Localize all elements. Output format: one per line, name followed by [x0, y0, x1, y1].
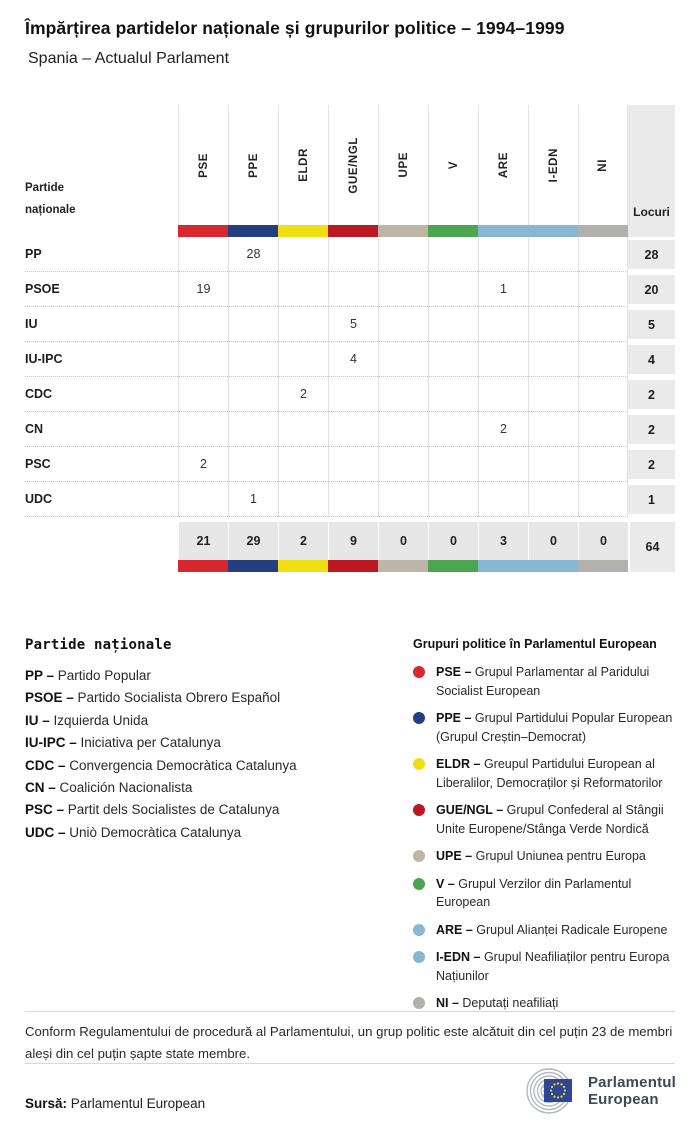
seat-cell — [378, 482, 428, 517]
seat-cell — [278, 307, 328, 342]
column-header-GUE/NGL — [328, 105, 378, 225]
group-color-bar — [228, 560, 278, 572]
seat-cell — [328, 272, 378, 307]
group-color-dot — [413, 878, 425, 890]
group-color-dot — [413, 666, 425, 678]
column-total-cell: 21 — [178, 522, 228, 560]
seat-cell — [528, 307, 578, 342]
seat-cell — [228, 447, 278, 482]
column-header-UPE — [378, 105, 428, 225]
group-legend-text: I-EDN – Grupul Neafiliaților pentru Europa Națiunilor — [436, 950, 670, 983]
column-header-NI — [578, 105, 628, 225]
seat-cell — [328, 447, 378, 482]
group-legend-item — [413, 755, 679, 792]
legend-groups-heading: Grupuri politice în Parlamentul European — [413, 637, 657, 651]
group-color-bar — [528, 225, 578, 237]
group-color-bar — [378, 225, 428, 237]
row-total-cell: 2 — [628, 450, 675, 479]
seat-cell — [228, 342, 278, 377]
row-header-label: Partide naționale — [25, 182, 76, 216]
party-label: IU-IPC — [25, 342, 178, 377]
group-legend-item — [413, 801, 679, 838]
seat-cell — [278, 237, 328, 272]
group-legend-item — [413, 663, 679, 700]
row-total-cell: 28 — [628, 240, 675, 269]
party-legend-item: UDC – Uniò Democràtica Catalunya — [25, 824, 242, 840]
seats-column-header: Locuri — [628, 105, 675, 237]
legend-parties-heading: Partide naționale — [25, 637, 172, 653]
seat-cell — [178, 307, 228, 342]
hemicycle-icon — [515, 1064, 579, 1118]
column-header-ELDR — [278, 105, 328, 225]
group-color-dot — [413, 924, 425, 936]
seat-cell — [478, 307, 528, 342]
seats-table — [25, 105, 675, 572]
legend-national-parties — [25, 637, 385, 844]
seat-cell — [578, 482, 628, 517]
seat-cell — [378, 307, 428, 342]
group-color-bar — [328, 560, 378, 572]
seat-cell — [378, 447, 428, 482]
source-label: Sursă: — [25, 1096, 68, 1111]
column-header-V — [428, 105, 478, 225]
column-header-label: GUE/NGL — [347, 136, 360, 194]
seat-cell — [378, 272, 428, 307]
table-totals-row — [25, 522, 675, 572]
seat-cell — [528, 377, 578, 412]
seat-cell — [178, 377, 228, 412]
seat-cell: 4 — [328, 342, 378, 377]
column-header-ARE — [478, 105, 528, 225]
seat-cell — [278, 272, 328, 307]
legend-parties-list — [25, 665, 385, 844]
party-label: UDC — [25, 482, 178, 517]
seat-cell — [578, 272, 628, 307]
row-total-cell: 2 — [628, 380, 675, 409]
group-color-bar — [528, 560, 578, 572]
group-color-bar — [578, 560, 628, 572]
party-legend-item: PSC – Partit dels Socialistes de Catalunya — [25, 802, 280, 818]
seat-cell — [178, 482, 228, 517]
group-color-dot — [413, 997, 425, 1009]
seat-cell — [478, 237, 528, 272]
group-legend-text: GUE/NGL – Grupul Confederal al Stângii Unite Europene/Stânga Verde Nordică — [436, 803, 664, 836]
divider-top — [25, 1011, 675, 1012]
column-total-cell: 0 — [578, 522, 628, 560]
source-line — [25, 1096, 205, 1111]
group-legend-text: NI – Deputați neafiliați — [436, 996, 559, 1010]
table-row — [25, 447, 675, 482]
row-total-cell: 2 — [628, 415, 675, 444]
group-color-bar — [328, 225, 378, 237]
table-header-row — [25, 105, 675, 237]
seat-cell — [428, 482, 478, 517]
seat-cell — [478, 482, 528, 517]
party-legend-item: IU – Izquierda Unida — [25, 712, 149, 728]
group-color-bar — [278, 225, 328, 237]
seat-cell — [428, 272, 478, 307]
column-header-label: NI — [597, 158, 609, 172]
column-header-PSE — [178, 105, 228, 225]
group-color-bar — [178, 560, 228, 572]
group-color-bar — [428, 560, 478, 572]
seat-cell — [528, 447, 578, 482]
seat-cell: 2 — [478, 412, 528, 447]
group-legend-text: PSE – Grupul Parlamentar al Paridului Socialist European — [436, 665, 650, 698]
seat-cell — [228, 412, 278, 447]
seat-cell — [578, 237, 628, 272]
party-legend-item: CDC – Convergencia Democràtica Catalunya — [25, 757, 297, 773]
group-color-dot — [413, 758, 425, 770]
group-color-dot — [413, 951, 425, 963]
table-row — [25, 237, 675, 272]
group-color-bar — [378, 560, 428, 572]
table-row — [25, 482, 675, 517]
table-body — [25, 237, 675, 517]
group-color-bar — [578, 225, 628, 237]
legend-groups-list — [413, 663, 679, 1013]
seat-cell — [328, 377, 378, 412]
row-total-cell: 1 — [628, 485, 675, 514]
column-total-cell: 0 — [378, 522, 428, 560]
legend-political-groups — [413, 637, 679, 1022]
group-color-bar — [178, 225, 228, 237]
page-subtitle: Spania – Actualul Parlament — [28, 50, 230, 67]
party-legend-item: PP – Partido Popular — [25, 668, 151, 683]
group-color-bar — [428, 225, 478, 237]
column-total-cell: 0 — [428, 522, 478, 560]
seat-cell — [278, 482, 328, 517]
seat-cell — [378, 342, 428, 377]
column-total-cell: 0 — [528, 522, 578, 560]
seat-cell — [578, 307, 628, 342]
party-legend-item: CN – Coalición Nacionalista — [25, 780, 193, 796]
seat-cell — [578, 447, 628, 482]
seat-cell — [278, 447, 328, 482]
seat-cell: 28 — [228, 237, 278, 272]
seat-cell — [528, 272, 578, 307]
party-label: CN — [25, 412, 178, 447]
seat-cell — [528, 412, 578, 447]
seat-cell — [228, 377, 278, 412]
group-color-bar — [478, 560, 528, 572]
group-legend-item — [413, 994, 679, 1013]
table-row — [25, 272, 675, 307]
group-legend-text: UPE – Grupul Uniunea pentru Europa — [436, 849, 646, 863]
seat-cell — [178, 342, 228, 377]
column-header-label: ARE — [497, 151, 510, 179]
group-legend-item — [413, 875, 679, 912]
seat-cell — [528, 342, 578, 377]
source-value: Parlamentul European — [70, 1096, 206, 1111]
column-header-label: PSE — [197, 152, 210, 178]
seat-cell — [378, 237, 428, 272]
footnote: Conform Regulamentului de procedură al Parlamentului, un grup politic este alcătuit din cel puțin 23 de membri aleși din cel puțin șapte state membre. — [25, 1024, 673, 1061]
group-legend-text: ARE – Grupul Alianței Radicale Europene — [436, 922, 668, 937]
party-label: PP — [25, 237, 178, 272]
seat-cell — [478, 447, 528, 482]
seat-cell — [378, 412, 428, 447]
group-color-bar — [478, 225, 528, 237]
group-legend-text: ELDR – Greupul Partidului European al Liberalilor, Democraților și Reformatorilor — [436, 757, 663, 790]
column-total-cell: 3 — [478, 522, 528, 560]
column-header-label: V — [447, 160, 460, 170]
row-total-cell: 5 — [628, 310, 675, 339]
group-color-bar — [278, 560, 328, 572]
logo-wordmark — [588, 1074, 676, 1108]
seat-cell: 19 — [178, 272, 228, 307]
column-total-cell: 2 — [278, 522, 328, 560]
party-legend-item: IU-IPC – Iniciativa per Catalunya — [25, 735, 221, 751]
seat-cell — [478, 342, 528, 377]
group-legend-item — [413, 948, 679, 985]
seat-cell: 2 — [278, 377, 328, 412]
column-total-cell: 29 — [228, 522, 278, 560]
column-header-label: ELDR — [297, 148, 310, 182]
group-color-dot — [413, 712, 425, 724]
group-legend-item — [413, 847, 679, 866]
seat-cell — [428, 377, 478, 412]
column-header-label: PPE — [247, 152, 260, 178]
seat-cell — [578, 342, 628, 377]
seat-cell — [428, 307, 478, 342]
seat-cell — [528, 237, 578, 272]
seat-cell — [478, 377, 528, 412]
seat-cell — [328, 412, 378, 447]
seat-cell: 5 — [328, 307, 378, 342]
row-total-cell: 20 — [628, 275, 675, 304]
seat-cell — [228, 272, 278, 307]
group-color-bar — [228, 225, 278, 237]
column-header-label: I-EDN — [547, 147, 560, 183]
seat-cell: 2 — [178, 447, 228, 482]
group-legend-text: PPE – Grupul Partidului Popular European (Grupul Creștin–Democrat) — [436, 711, 673, 744]
table-row — [25, 377, 675, 412]
seat-cell — [528, 482, 578, 517]
seat-cell — [428, 237, 478, 272]
seat-cell — [578, 377, 628, 412]
group-legend-item — [413, 709, 679, 746]
total-seats-cell: 64 — [628, 522, 675, 572]
row-header-cell — [25, 105, 178, 225]
logo-line1: Parlamentul — [587, 1074, 676, 1091]
seat-cell — [228, 307, 278, 342]
column-header-I-EDN — [528, 105, 578, 225]
seat-cell — [428, 342, 478, 377]
table-row — [25, 307, 675, 342]
seat-cell — [328, 482, 378, 517]
party-legend-item: PSOE – Partido Socialista Obrero Español — [25, 690, 281, 706]
seat-cell — [378, 377, 428, 412]
row-total-cell: 4 — [628, 345, 675, 374]
seat-cell: 1 — [228, 482, 278, 517]
column-total-cell: 9 — [328, 522, 378, 560]
column-header-label: UPE — [397, 152, 410, 178]
party-label: PSOE — [25, 272, 178, 307]
seat-cell — [428, 447, 478, 482]
seat-cell — [278, 342, 328, 377]
group-legend-text: V – Grupul Verzilor din Parlamentul European — [436, 876, 632, 909]
seat-cell — [328, 237, 378, 272]
seat-cell: 1 — [478, 272, 528, 307]
party-label: CDC — [25, 377, 178, 412]
page-title: Împărțirea partidelor naționale și grupurilor politice – 1994–1999 — [25, 18, 565, 38]
group-color-dot — [413, 850, 425, 862]
column-header-PPE — [228, 105, 278, 225]
seat-cell — [578, 412, 628, 447]
european-parliament-logo — [515, 1064, 676, 1118]
party-label: IU — [25, 307, 178, 342]
logo-line2: European — [587, 1091, 659, 1108]
seat-cell — [428, 412, 478, 447]
group-color-dot — [413, 804, 425, 816]
seat-cell — [178, 237, 228, 272]
table-row — [25, 342, 675, 377]
party-label: PSC — [25, 447, 178, 482]
group-legend-item — [413, 921, 679, 940]
table-row — [25, 412, 675, 447]
seat-cell — [278, 412, 328, 447]
seat-cell — [178, 412, 228, 447]
